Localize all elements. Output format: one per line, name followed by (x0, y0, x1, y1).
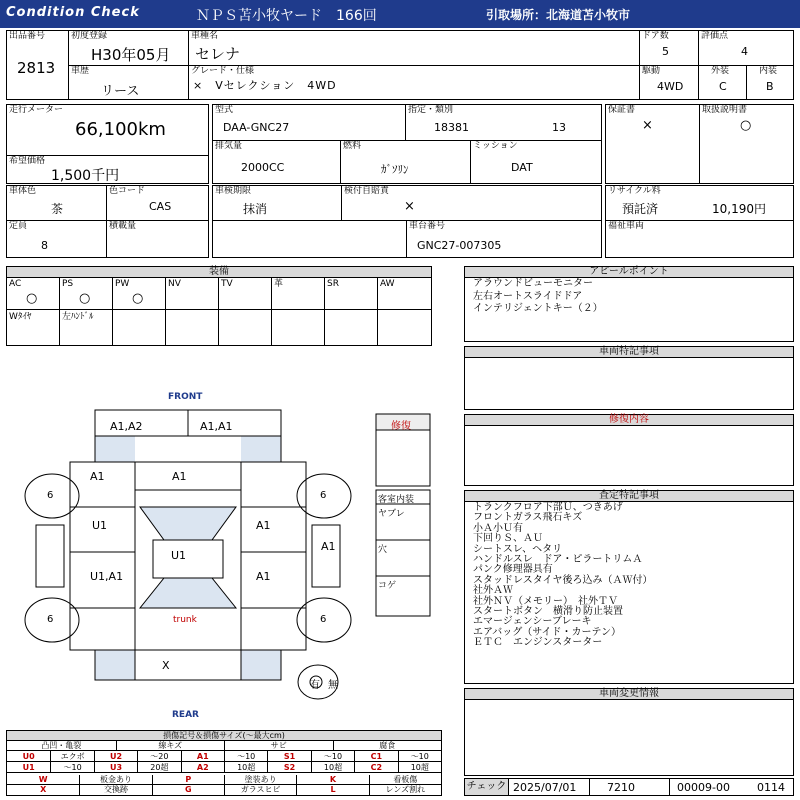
inspection-box (212, 185, 342, 221)
recycle-status: 預託済 (622, 202, 659, 216)
cabin-item-hole: 穴 (378, 545, 388, 555)
mileage-value: 66,100km (75, 119, 166, 140)
color-label: 車体色 (9, 186, 37, 196)
legend-code: U3 (94, 762, 137, 773)
legend-desc: 看板傷 (369, 775, 441, 785)
check-label: チェック (465, 779, 509, 795)
category-value: 13 (552, 121, 566, 134)
manual-value: ○ (740, 118, 752, 133)
welfare-box (605, 220, 794, 258)
cabin-title: 客室内装 (378, 495, 415, 505)
doors-value: 5 (662, 45, 669, 58)
legend-group-header: サビ (224, 741, 333, 751)
displacement-value: 2000CC (241, 161, 285, 174)
legend-code: P (152, 775, 224, 785)
equipment-cell-tv (219, 278, 272, 310)
capacity-label: 定員 (9, 221, 28, 231)
legend-desc: 10超 (398, 762, 441, 773)
ext-box (698, 65, 747, 100)
legend-code: K (296, 775, 368, 785)
color-code-label: 色コード (109, 186, 146, 196)
damage-a1a1[interactable]: A1,A1 (200, 420, 233, 433)
ext-label: 外装 (711, 66, 730, 76)
legend-code: A2 (181, 762, 224, 773)
equipment-extra-cell (325, 310, 378, 345)
equipment-extra-cell (166, 310, 219, 345)
first-reg-label: 初度登録 (71, 31, 108, 41)
special-title: 車両特記事項 (465, 347, 793, 358)
capacity-box (6, 220, 107, 258)
lot-number: 2813 (17, 59, 56, 77)
lot-box (6, 30, 69, 100)
equipment-grid (7, 278, 431, 345)
car-name-value: セレナ (195, 45, 241, 63)
car-name-label: 車種名 (191, 31, 219, 41)
appeal-box (464, 266, 794, 342)
equipment-cell-nv (166, 278, 219, 310)
damage-left-front[interactable]: A1 (90, 470, 105, 483)
legend-group-header: 腐食 (333, 741, 442, 751)
score-label: 評価点 (701, 31, 729, 41)
equipment-label: AW (380, 279, 395, 289)
model-box (212, 104, 406, 141)
auction-name: ＮＰＳ苫小牧ヤード 166回 (196, 8, 377, 24)
legend-desc: 10超 (224, 762, 267, 773)
welfare-label: 福祉車両 (608, 221, 645, 231)
manual-box (699, 104, 794, 184)
tire-front-right: 6 (320, 490, 327, 501)
legend-code: G (152, 785, 224, 795)
check-date: 2025/07/01 (513, 781, 577, 794)
fuel-label: 燃料 (343, 141, 362, 151)
change-info-box (464, 688, 794, 776)
fuel-box (340, 140, 471, 184)
legend-grid (7, 741, 441, 795)
legend-code: S1 (267, 751, 310, 762)
tire-front-left: 6 (47, 490, 54, 501)
insurance-value: × (404, 199, 415, 214)
price-label: 希望価格 (9, 156, 46, 166)
footer-page: 0114 (757, 781, 785, 794)
car-name-box (188, 30, 640, 66)
equipment-extra-cell (219, 310, 272, 345)
drive-box (639, 65, 699, 100)
change-info-title: 車両変更情報 (465, 689, 793, 700)
trunk-label: trunk (173, 615, 197, 625)
legend-desc: 〜10 (224, 751, 267, 762)
inspection-notes-title: 査定特記事項 (465, 491, 793, 502)
grade-value: × Vセレクション 4WD (193, 79, 337, 92)
damage-left-door[interactable]: U1 (92, 519, 108, 532)
mission-label: ミッション (473, 141, 518, 151)
chassis-box (406, 220, 602, 258)
special-box (464, 346, 794, 410)
equipment-extra-cell (7, 310, 60, 345)
chassis-value: GNC27-007305 (417, 239, 502, 252)
mileage-box (6, 104, 209, 156)
model-label: 型式 (215, 105, 234, 115)
equipment-label: AC (9, 279, 22, 289)
check-code: 7210 (607, 781, 635, 794)
legend-group-header: 線キズ (116, 741, 225, 751)
repair-box (464, 414, 794, 486)
shuufuku-title: 修復 (391, 421, 411, 432)
form-title: Condition Check (6, 5, 140, 20)
equipment-cell-sr (325, 278, 378, 310)
legend-desc: 20超 (137, 762, 180, 773)
capacity-value: 8 (41, 239, 48, 252)
legend-box (6, 730, 442, 796)
equipment-value: ○ (132, 291, 144, 306)
displacement-box (212, 140, 341, 184)
int-value: B (766, 80, 774, 93)
legend-desc: 〜10 (398, 751, 441, 762)
tire-rear-left: 6 (47, 614, 54, 625)
equipment-cell-ps (60, 278, 113, 310)
equipment-cell-ac (7, 278, 60, 310)
recycle-fee: 10,190円 (712, 202, 766, 216)
equipment-cell-aw (378, 278, 431, 310)
damage-roof[interactable]: U1 (171, 549, 187, 562)
warranty-label: 保証書 (608, 105, 636, 115)
history-value: リース (101, 84, 140, 99)
recycle-label: リサイクル料 (608, 186, 661, 196)
legend-desc: 〜10 (311, 751, 354, 762)
insurance-label: 検付自賠責 (344, 186, 390, 196)
int-box (746, 65, 794, 100)
blank-box (212, 220, 407, 258)
inspection-label: 車検期限 (215, 186, 252, 196)
legend-desc: 10超 (311, 762, 354, 773)
legend-group-header: 凸凹・亀裂 (7, 741, 116, 751)
equipment-value: ○ (26, 291, 38, 306)
legend-code: U1 (7, 762, 50, 773)
ext-value: C (719, 80, 727, 93)
color-code-box (106, 185, 209, 221)
footer-box (464, 778, 794, 796)
price-value: 1,500千円 (51, 168, 120, 184)
equipment-cell-革 (272, 278, 325, 310)
footer-num: 00009-00 (677, 781, 730, 794)
equipment-label: TV (221, 279, 233, 289)
equipment-label: NV (168, 279, 181, 289)
designation-label: 指定・類別 (408, 105, 454, 115)
legend-desc: ガラスヒビ (224, 785, 296, 795)
legend-title: 損傷記号＆損傷サイズ(〜最大cm) (7, 731, 441, 741)
score-box (698, 30, 794, 66)
repair-title: 修復内容 (465, 415, 793, 426)
legend-code: C2 (354, 762, 397, 773)
chassis-label: 車台番号 (409, 221, 446, 231)
legend-desc: 交換跡 (79, 785, 151, 795)
inspection-notes-box (464, 490, 794, 684)
grade-label: グレード・仕様 (191, 66, 255, 76)
history-label: 車歴 (71, 66, 90, 76)
grade-box (188, 65, 640, 100)
drive-value: 4WD (657, 80, 684, 93)
legend-code: A1 (181, 751, 224, 762)
mileage-label: 走行メーター (9, 105, 64, 115)
mission-box (470, 140, 602, 184)
int-label: 内装 (759, 66, 778, 76)
damage-hood[interactable]: A1 (172, 470, 187, 483)
equipment-box (6, 266, 432, 346)
legend-desc: 板金あり (79, 775, 151, 785)
pickup-location: 引取場所：北海道苫小牧市 (486, 8, 631, 22)
rear-label: REAR (172, 710, 199, 720)
legend-code: X (40, 785, 47, 794)
drive-label: 駆動 (642, 66, 661, 76)
damage-right-side[interactable]: A1 (321, 540, 336, 553)
price-box (6, 155, 209, 184)
legend-code: U0 (7, 751, 50, 762)
legend-desc: 〜20 (137, 751, 180, 762)
doors-label: ドア数 (642, 31, 669, 41)
cabin-item-tear: ヤブレ (378, 509, 405, 519)
displacement-label: 排気量 (215, 141, 243, 151)
appeal-title: アピールポイント (465, 267, 793, 278)
legend-desc: レンズ割れ (369, 785, 441, 795)
equipment-title: 装備 (7, 267, 431, 278)
equipment-extra-label: Wﾀｲﾔ (9, 312, 32, 322)
designation-value: 18381 (434, 121, 469, 134)
front-label: FRONT (168, 392, 203, 402)
legend-code: L (296, 785, 368, 795)
color-code-value: CAS (149, 200, 172, 213)
lot-label: 出品番号 (9, 31, 46, 41)
doors-box (639, 30, 699, 66)
equipment-label: PW (115, 279, 130, 289)
legend-code: C1 (354, 751, 397, 762)
damage-rear-bumper[interactable]: X (162, 659, 170, 672)
tire-rear-right: 6 (320, 614, 327, 625)
equipment-value: ○ (79, 291, 91, 306)
spare-no: 無 (328, 680, 338, 691)
equipment-label: 革 (274, 279, 284, 289)
history-box (68, 65, 189, 100)
equipment-extra-cell (378, 310, 431, 345)
damage-right-rear-door[interactable]: A1 (256, 570, 271, 583)
load-label: 積載量 (109, 221, 137, 231)
equipment-label: PS (62, 279, 74, 289)
equipment-label: SR (327, 279, 339, 289)
manual-label: 取扱説明書 (702, 105, 748, 115)
recycle-box (605, 185, 794, 221)
first-reg-value: H30年05月 (91, 46, 171, 64)
damage-left-rear-door[interactable]: U1,A1 (90, 570, 124, 583)
legend-desc: 〜10 (50, 762, 93, 773)
insurance-box (341, 185, 602, 221)
equipment-extra-cell (113, 310, 166, 345)
warranty-value: × (642, 118, 653, 133)
load-box (106, 220, 209, 258)
designation-box (405, 104, 602, 141)
legend-desc: エクボ (50, 751, 93, 762)
legend-desc: 塗装あり (224, 775, 296, 785)
inspection-value: 抹消 (243, 202, 268, 216)
legend-code: W (7, 775, 79, 785)
spare-yes: 有 (310, 680, 320, 691)
fuel-value: ｶﾞｿﾘﾝ (381, 163, 409, 176)
header-bar (0, 0, 800, 28)
inspection-notes-text: トランクフロア下部Ｕ、つきあげ フロントガラス飛石キズ 小Ａ小Ｕ有 下回りＳ、ＡＵ シートスレ、ヘタリ ハンドルスレ ドア・ピラートリムＡ パンク修理器具有 スタッドレスタイヤ後ろ込み（ＡＷ付） 社外ＡＷ 社外ＮＶ（メモリー） 社外ＴＶ スタートボタン 横滑り防止装置 エマージェンシーブレーキ エアバッグ（サイド・カーテン） ＥＴＣ エンジンスターター (473, 502, 653, 649)
equipment-cell-pw (113, 278, 166, 310)
first-reg-box (68, 30, 189, 66)
equipment-extra-cell (60, 310, 113, 345)
color-value: 茶 (51, 202, 64, 216)
equipment-extra-label: 左ﾊﾝﾄﾞﾙ (62, 312, 94, 322)
warranty-box (605, 104, 700, 184)
legend-code: U2 (94, 751, 137, 762)
equipment-extra-cell (272, 310, 325, 345)
mission-value: DAT (511, 161, 533, 174)
damage-a1a2[interactable]: A1,A2 (110, 420, 143, 433)
color-box (6, 185, 107, 221)
score-value: 4 (741, 45, 748, 58)
model-value: DAA-GNC27 (223, 121, 290, 134)
legend-code: S2 (267, 762, 310, 773)
appeal-text: アラウンドビューモニター 左右オートスライドドア インテリジェントキー（２） (473, 278, 603, 314)
cabin-item-burn: コゲ (378, 581, 397, 591)
damage-right-door[interactable]: A1 (256, 519, 271, 532)
